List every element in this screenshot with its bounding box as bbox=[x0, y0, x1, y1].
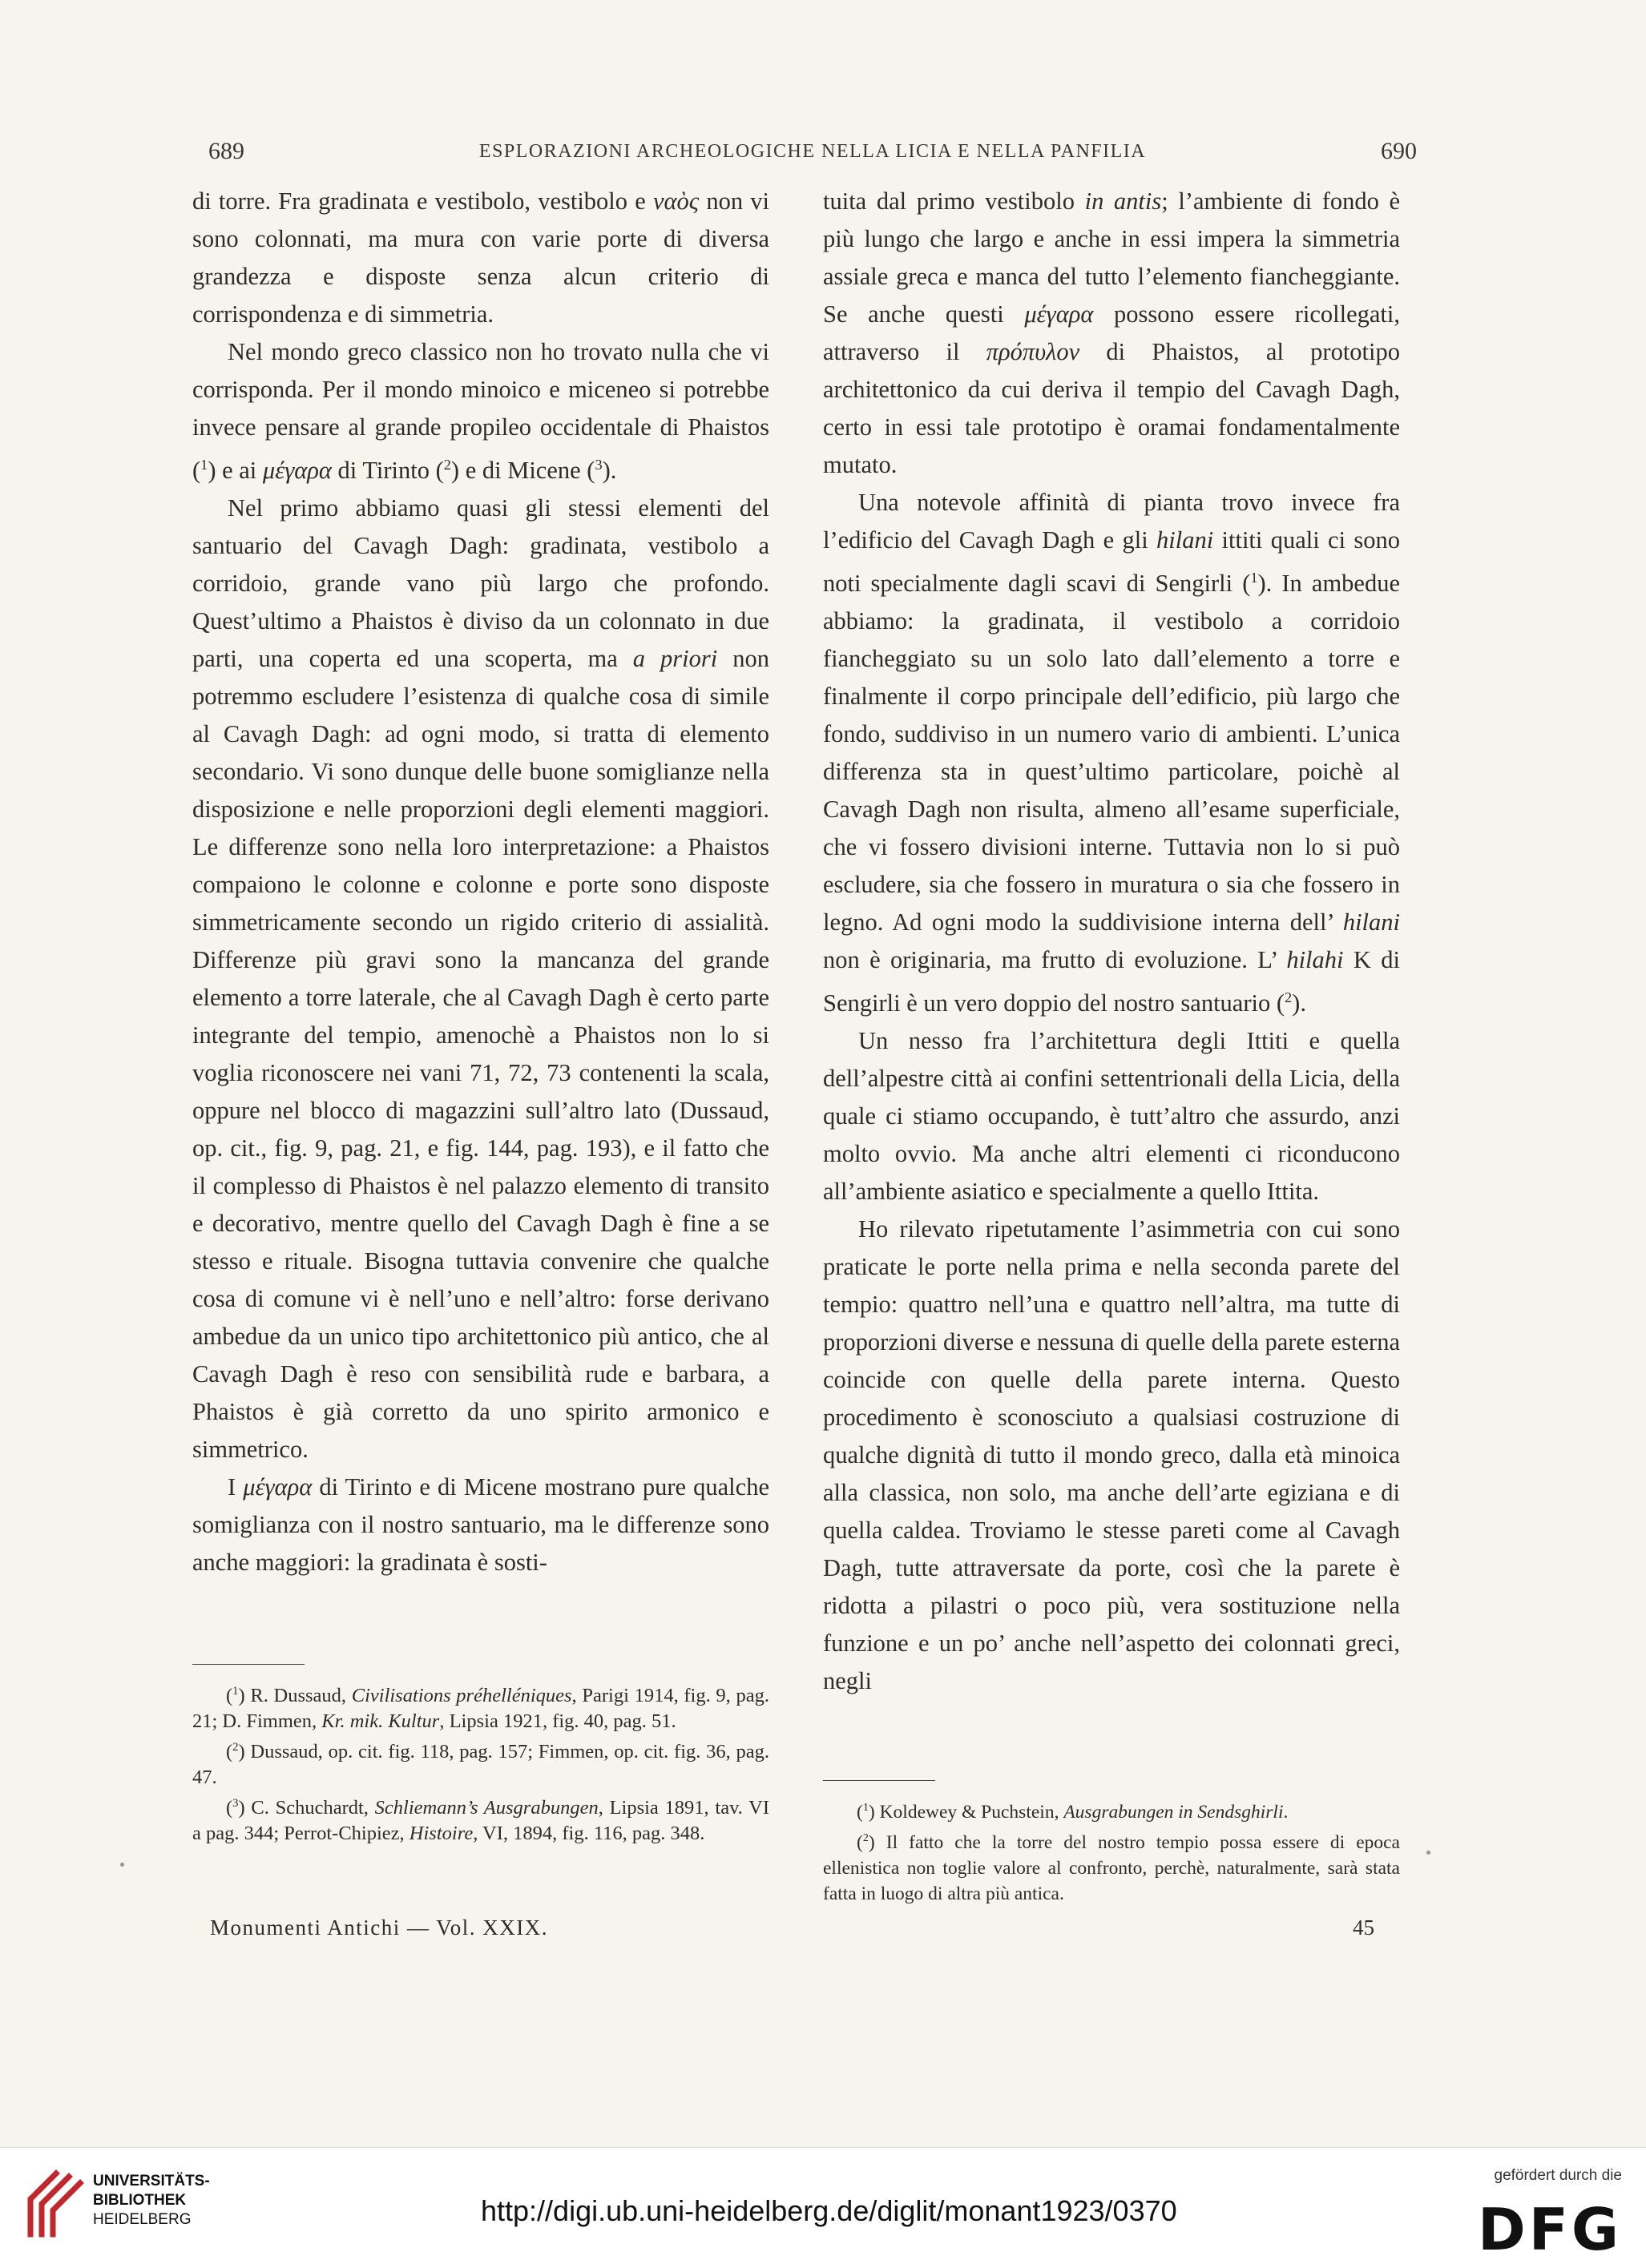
text-run: di Phaistos, al prototipo architettonico da cui deriva il tempio del Cavagh Dagh, certo in essi tale prototipo è oramai fondamentalmente mutato. bbox=[823, 338, 1400, 478]
scan-speck bbox=[1426, 1851, 1430, 1855]
series-footer: Monumenti Antichi — Vol. XXIX. bbox=[210, 1916, 549, 1940]
text-run: ) Dussaud, op. cit. fig. 118, pag. 157; Fimmen, op. cit. fig. 36, pag. 47. bbox=[192, 1741, 769, 1789]
text-run: ( bbox=[226, 1741, 233, 1763]
greek-term: μέγαρα bbox=[1024, 300, 1094, 328]
text-run: Una notevole affinità di pianta trovo invece fra l’edificio del Cavagh Dagh e gli bbox=[823, 489, 1400, 554]
university-library-logo-icon bbox=[24, 2167, 88, 2241]
greek-term: πρόπυλον bbox=[986, 338, 1080, 365]
text-run: ( bbox=[857, 1831, 863, 1853]
text-run: , Lipsia 1891, tav. VI a pag. 344; Perrot-Chipiez, bbox=[192, 1797, 769, 1845]
footnotes-left bbox=[192, 1678, 769, 1847]
italic-text: Kr. mik. Kultur bbox=[321, 1710, 440, 1733]
text-run: di Tirinto e di Micene mostrano pure qualche somiglianza con il nostro santuario, ma le differenze sono anche maggiori: la gradinata è sosti- bbox=[192, 1473, 769, 1577]
text-run: . bbox=[1283, 1801, 1289, 1823]
footnote-ref: 1 bbox=[200, 457, 208, 473]
footnote bbox=[823, 1795, 1400, 1825]
text-run: K di Sengirli è un vero doppio del nostro santuario ( bbox=[823, 946, 1400, 1017]
text-run: , Parigi 1914, fig. 9, pag. 21; D. Fimmen, bbox=[192, 1685, 769, 1733]
paragraph bbox=[192, 333, 769, 489]
text-run: , Lipsia 1921, fig. 40, pag. 51. bbox=[439, 1710, 676, 1733]
text-run: non vi sono colonnati, ma mura con varie porte di diversa grandezza e disposte senza alcun criterio di corrispondenza e di simmetria. bbox=[192, 187, 769, 328]
footnote-ref: 3 bbox=[595, 457, 603, 473]
footnote-rule-left bbox=[192, 1664, 305, 1665]
page-number-left: 689 bbox=[208, 138, 244, 164]
library-name-line: UNIVERSITÄTS- bbox=[93, 2173, 210, 2189]
text-run: Ho rilevato ripetutamente l’asimmetria con cui sono praticate le porte nella prima e nella seconda parete del tempio: quattro nell’una e quattro nell’altra, ma tutte di proporzioni diverse e nessuna di quelle della parete esterna coincide con quelle della parete interna. Questo procedimento è sconosciuto a qualsiasi costruzione di qualche dignità di tutto il mondo greco, dalla età minoica alla classica, non solo, ma anche dell’arte egiziana e di quella caldea. Troviamo le stesse pareti come al Cavagh Dagh, tutte attraversate da porte, così che la parete è ridotta a pilastri o poco più, vera sostituzione nella funzione e un po’ anche nell’aspetto dei colonnati greci, negli bbox=[823, 1215, 1400, 1695]
text-run: non è originaria, ma frutto di evoluzione. L’ bbox=[823, 946, 1287, 974]
library-name-line: BIBLIOTHEK bbox=[93, 2192, 187, 2209]
right-text-column bbox=[823, 183, 1400, 1700]
paragraph bbox=[192, 1468, 769, 1581]
paragraph bbox=[192, 183, 769, 333]
italic-text: Civilisations préhelléniques bbox=[351, 1685, 572, 1707]
italic-text: Schliemann’s Ausgrabungen bbox=[374, 1797, 599, 1819]
italic-text: hilahi bbox=[1286, 946, 1344, 974]
text-run: ). bbox=[602, 457, 617, 485]
text-run: Nel primo abbiamo quasi gli stessi elementi del santuario del Cavagh Dagh: gradinata, vestibolo a corridoio, grande vano più largo che profondo. Quest’ultimo a Phaistos è diviso da un colonnato in due parti, una coperta ed una scoperta, ma bbox=[192, 494, 769, 673]
text-run: ; l’ambiente di fondo è più lungo che largo e anche in essi impera la simmetria assiale greca e manca del tutto l’elemento fiancheggiante. Se anche questi bbox=[823, 187, 1400, 328]
footnotes-right bbox=[823, 1795, 1400, 1907]
text-run: ) C. Schuchardt, bbox=[238, 1797, 375, 1819]
footnote-ref: 2 bbox=[862, 1831, 869, 1844]
footnote bbox=[823, 1825, 1400, 1907]
permalink-url[interactable]: http://digi.ub.uni-heidelberg.de/diglit/monant1923/0370 bbox=[481, 2194, 1177, 2227]
text-run: tuita dal primo vestibolo bbox=[823, 187, 1085, 215]
footnote-ref: 3 bbox=[232, 1797, 239, 1811]
text-run: ittiti quali ci sono noti specialmente dagli scavi di Sengirli ( bbox=[823, 526, 1400, 598]
greek-term: μέγαρα bbox=[243, 1473, 313, 1501]
text-run: Un nesso fra l’architettura degli Ittiti e quella dell’alpestre città ai confini settentrionali della Licia, della quale ci stiamo occupando, è tutt’altro che assurdo, anzi molto ovvio. Ma anche altri elementi ci riconducono all’ambiente asiatico e specialmente a quello Ittita. bbox=[823, 1027, 1400, 1206]
text-run: ) Koldewey & Puchstein, bbox=[868, 1801, 1064, 1823]
text-run: ( bbox=[857, 1801, 863, 1823]
running-head bbox=[208, 138, 1417, 170]
left-text-column bbox=[192, 183, 769, 1581]
text-run: ) R. Dussaud, bbox=[238, 1685, 352, 1707]
footnote-ref: 2 bbox=[1285, 989, 1293, 1006]
text-run: ). In ambedue abbiamo: la gradinata, il vestibolo a corridoio fiancheggiato su un solo lato dall’elemento a torre e finalmente il corpo principale dell’edificio, più largo che fondo, suddiviso in un numero vario di ambienti. L’unica differenza sta in quest’ultimo particolare, poichè al Cavagh Dagh non risulta, almeno all’esame superficiale, che vi fossero divisioni interne. Tuttavia non lo si può escludere, sia che fossero in muratura o sia che fossero in legno. Ad ogni modo la suddivisione interna dell’ bbox=[823, 570, 1400, 937]
text-run: , VI, 1894, fig. 116, pag. 348. bbox=[473, 1823, 705, 1845]
digitization-banner bbox=[0, 2147, 1646, 2268]
text-run: ). bbox=[1292, 989, 1306, 1017]
library-name bbox=[93, 2172, 210, 2230]
greek-term: ναὸς bbox=[652, 187, 700, 215]
scan-speck bbox=[120, 1863, 124, 1867]
paragraph bbox=[823, 1211, 1400, 1700]
italic-text: hilani bbox=[1342, 908, 1400, 937]
text-run: di torre. Fra gradinata e vestibolo, vestibolo e bbox=[192, 187, 653, 215]
dfg-logo: DFG bbox=[1477, 2196, 1622, 2263]
footnote bbox=[192, 1678, 769, 1734]
library-name-line: HEIDELBERG bbox=[93, 2211, 192, 2228]
italic-text: Ausgrabungen in Sendsghirli bbox=[1063, 1801, 1284, 1823]
italic-text: Histoire bbox=[409, 1823, 474, 1845]
running-title: ESPLORAZIONI ARCHEOLOGICHE NELLA LICIA E NELLA PANFILIA bbox=[478, 141, 1147, 162]
footnote-ref: 1 bbox=[862, 1801, 869, 1814]
funding-caption: gefördert durch die bbox=[1494, 2167, 1622, 2184]
text-run: non potremmo escludere l’esistenza di qualche cosa di simile al Cavagh Dagh: ad ogni modo, si tratta di elemento secondario. Vi sono dunque delle buone somiglianze nella disposizione e nelle proporzioni degli elementi maggiori. Le differenze sono nella loro interpretazione: a Phaistos compaiono le colonne e colonne e porte sono disposte simmetricamente secondo un rigido criterio di assialità. Differenze più gravi sono la mancanza del grande elemento a torre laterale, che al Cavagh Dagh è certo parte integrante del tempio, amenochè a Phaistos non lo si voglia riconoscere nei vani 71, 72, 73 contenenti la scala, oppure nel blocco di magazzini sull’altro lato (Dussaud, op. cit., fig. 9, pag. 21, e fig. 144, pag. 193), e il fatto che il complesso di Phaistos è nel palazzo elemento di transito e decorativo, mentre quello del Cavagh Dagh è fine a se stesso e rituale. Bisogna tuttavia convenire che qualche cosa di comune vi è nell’uno e nell’altro: forse derivano ambedue da un unico tipo architettonico più antico, che al Cavagh Dagh è reso con sensibilità rude e barbara, a Phaistos è già corretto da uno spirito armonico e simmetrico. bbox=[192, 645, 770, 1464]
page-number-right: 690 bbox=[1381, 138, 1417, 164]
text-run: Nel mondo greco classico non ho trovato nulla che vi corrisponda. Per il mondo minoico e miceneo si potrebbe invece pensare al grande propileo occidentale di Phaistos ( bbox=[192, 338, 769, 485]
footnote-ref: 2 bbox=[443, 457, 451, 473]
text-run: possono essere ricollegati, attraverso il bbox=[823, 300, 1400, 365]
footnote-ref: 2 bbox=[232, 1741, 239, 1754]
footnote bbox=[192, 1734, 769, 1791]
paragraph bbox=[823, 183, 1400, 484]
greek-term: μέγαρα bbox=[262, 457, 332, 485]
text-run: ) Il fatto che la torre del nostro tempio possa essere di epoca ellenistica non toglie valore al confronto, perchè, naturalmente, sarà stata fatta in luogo di altra più antica. bbox=[823, 1831, 1400, 1904]
paragraph bbox=[192, 489, 769, 1468]
footnote-ref: 1 bbox=[1250, 570, 1258, 586]
text-run: I bbox=[228, 1473, 244, 1501]
footnote-rule-right bbox=[823, 1780, 935, 1781]
italic-text: hilani bbox=[1156, 526, 1214, 554]
text-run: di Tirinto ( bbox=[331, 457, 444, 485]
text-run: ) e di Micene ( bbox=[450, 457, 595, 485]
text-run: ) e ai bbox=[208, 457, 263, 485]
footnote bbox=[192, 1791, 769, 1847]
paragraph bbox=[823, 1022, 1400, 1211]
italic-text: in antis bbox=[1084, 187, 1162, 215]
text-run: ( bbox=[226, 1685, 233, 1707]
sheet-signature: 45 bbox=[1353, 1916, 1374, 1940]
paragraph bbox=[823, 484, 1400, 1022]
italic-text: a priori bbox=[632, 645, 718, 673]
text-run: ( bbox=[226, 1797, 233, 1819]
footnote-ref: 1 bbox=[232, 1685, 239, 1698]
